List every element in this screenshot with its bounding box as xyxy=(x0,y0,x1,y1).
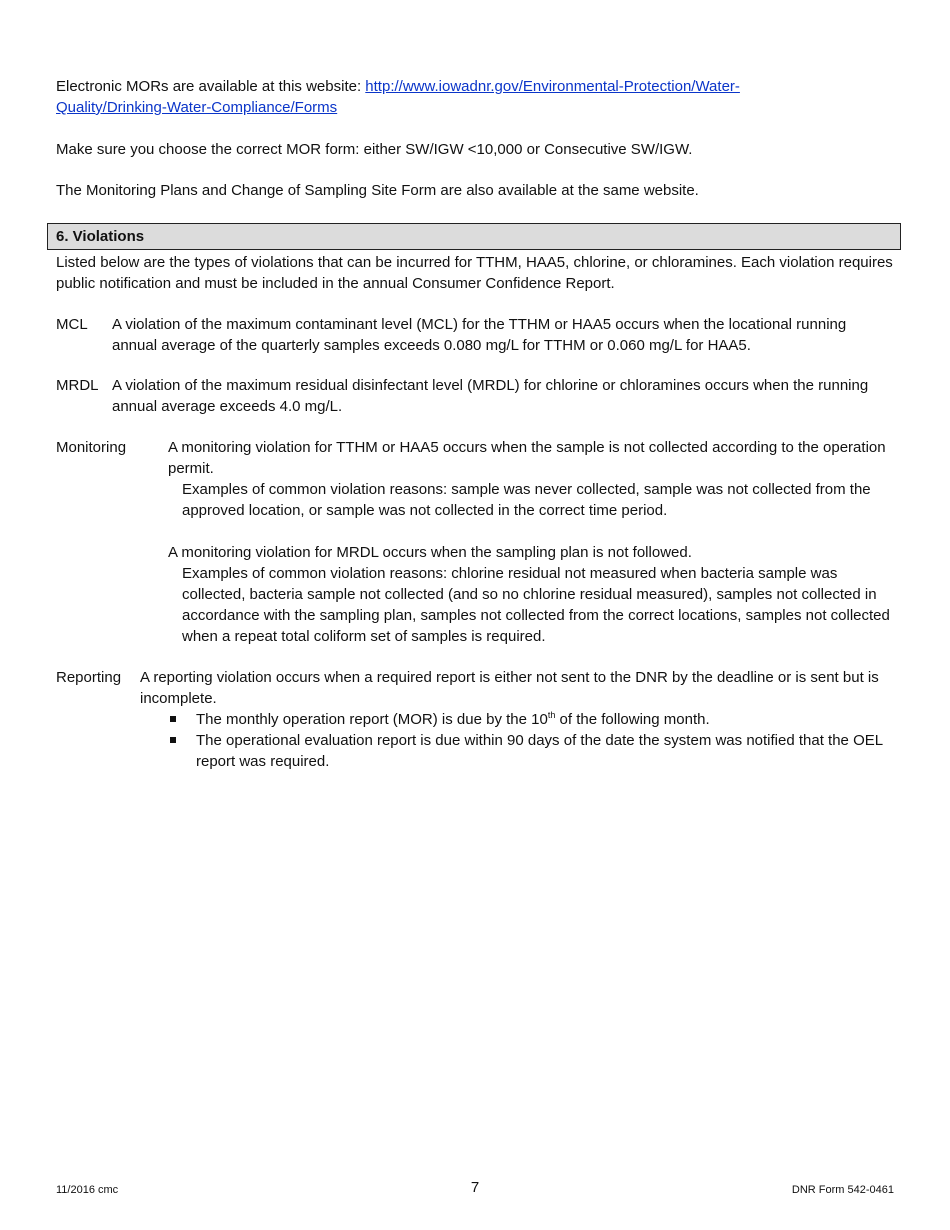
mcl-term: MCL xyxy=(56,316,88,333)
violations-section-header: 6. Violations xyxy=(47,223,901,250)
violations-intro: Listed below are the types of violations that can be incurred for TTHM, HAA5, chlorine, or chloramines. Each violation requires public notification and must be included in the annual Consumer Confidence Report. xyxy=(56,254,893,292)
website-paragraph xyxy=(56,76,894,118)
website-text: Electronic MORs are available at this website: xyxy=(56,78,366,95)
mcl-definition xyxy=(56,314,894,358)
mcl-description: A violation of the maximum contaminant level (MCL) for the TTHM or HAA5 occurs when the locational running annual average of the quarterly samples exceeds 0.080 mg/L for TTHM or 0.060 mg/L for HAA5. xyxy=(112,316,847,354)
reporting-definition xyxy=(56,667,894,777)
page-number: 7 xyxy=(470,1179,480,1196)
square-bullet-icon xyxy=(170,716,176,722)
reporting-desc-text: A reporting violation occurs when a required report is either not sent to the DNR by the deadline or is sent but is incomplete. xyxy=(140,669,879,707)
mor-form-paragraph: Make sure you choose the correct MOR form: either SW/IGW <10,000 or Consecutive SW/IGW. xyxy=(56,141,693,158)
monitoring-para-tthm: A monitoring violation for TTHM or HAA5 occurs when the sample is not collected according to the operation permit. xyxy=(168,439,886,477)
square-bullet-icon xyxy=(170,737,176,743)
forms-link[interactable]: http://www.iowadnr.gov/Environmental-Protection/Water- Quality/Drinking-Water-Compliance/Forms xyxy=(56,78,740,116)
monitoring-examples-mrdl: Examples of common violation reasons: chlorine residual not measured when bacteria sample was collected, bacteria sample not collected (and so no chlorine residual measured), samples not collected in accordance with the sampling plan, samples not collected from the correct locations, samples not collected when a repeat total coliform set of samples is required. xyxy=(182,565,890,645)
reporting-term: Reporting xyxy=(56,669,122,686)
monitoring-definition xyxy=(56,437,894,647)
footer-form-number: DNR Form 542-0461 xyxy=(791,1184,894,1196)
reporting-description xyxy=(140,667,894,772)
monitoring-description xyxy=(168,437,894,647)
list-item: The operational evaluation report is due within 90 days of the date the system was notified that the OEL report was required. xyxy=(140,730,894,772)
monitoring-examples-tthm: Examples of common violation reasons: sample was never collected, sample was not collected from the approved location, or sample was not collected in the correct time period. xyxy=(182,481,871,519)
mrdl-definition xyxy=(56,375,894,419)
mrdl-term: MRDL xyxy=(56,377,99,394)
reporting-bullet-list xyxy=(140,709,894,772)
footer-date: 11/2016 cmc xyxy=(56,1184,119,1196)
mrdl-description: A violation of the maximum residual disinfectant level (MRDL) for chlorine or chloramines occurs when the running annual average exceeds 4.0 mg/L. xyxy=(112,377,869,415)
monitoring-plans-paragraph: The Monitoring Plans and Change of Sampling Site Form are also available at the same website. xyxy=(56,182,699,199)
list-item: The monthly operation report (MOR) is due by the 10th of the following month. xyxy=(140,709,894,730)
monitoring-para-mrdl: A monitoring violation for MRDL occurs when the sampling plan is not followed. xyxy=(168,544,692,561)
monitoring-term: Monitoring xyxy=(56,439,127,456)
